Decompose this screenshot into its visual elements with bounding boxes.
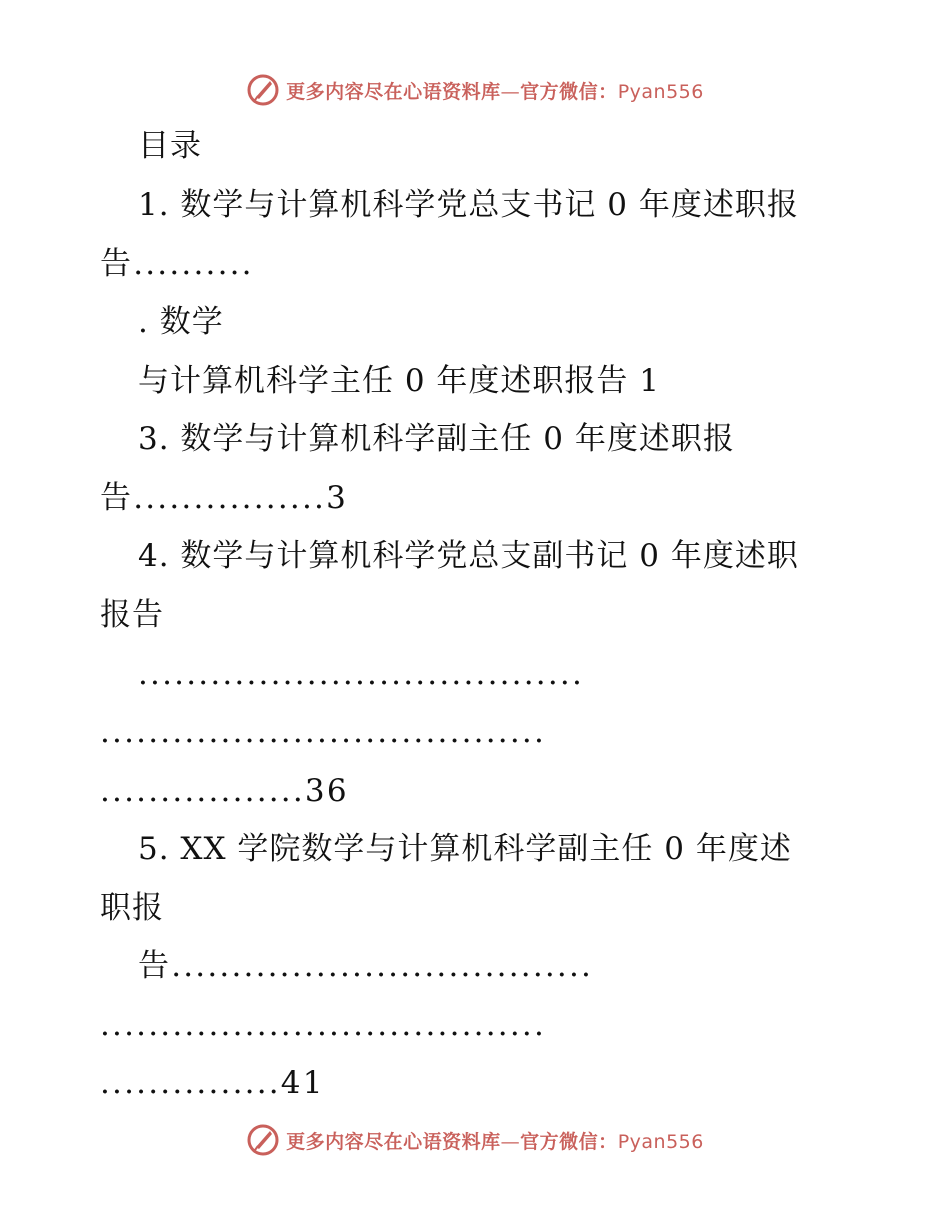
wechat-label: 官方微信： [520, 1130, 618, 1153]
toc-line-2: 告.......... [100, 246, 254, 282]
toc-line-11: .................36 [100, 773, 349, 809]
header-banner [0, 70, 950, 110]
wechat-label: 官方微信： [520, 80, 618, 103]
toc-line-16: ...............41 [100, 1065, 325, 1101]
toc-line-6: 告................3 [100, 480, 348, 516]
banner-separator: — [500, 1130, 521, 1153]
quill-logo-icon [246, 1123, 280, 1157]
toc-line-7: 4. 数学与计算机科学党总支副书记 0 年度述职 [138, 538, 799, 574]
footer-banner [0, 1120, 950, 1160]
toc-line-10: ..................................... [100, 714, 546, 750]
banner-text: 更多内容尽在心语资料库 [286, 80, 501, 103]
banner-separator: — [500, 80, 521, 103]
toc-line-1: 1. 数学与计算机科学党总支书记 0 年度述职报 [138, 187, 799, 223]
toc-line-15: ..................................... [100, 1007, 546, 1043]
banner-text: 更多内容尽在心语资料库 [286, 1130, 501, 1153]
toc-line-13: 职报 [100, 890, 164, 926]
toc-line-14: 告................................... [138, 948, 594, 984]
toc-line-5: 3. 数学与计算机科学副主任 0 年度述职报 [138, 421, 735, 457]
toc-line-8: 报告 [100, 597, 164, 633]
toc-heading: 目录 [138, 128, 202, 164]
toc-line-4: 与计算机科学主任 0 年度述职报告 1 [138, 363, 661, 399]
quill-logo-icon [246, 73, 280, 107]
toc-line-9: ..................................... [138, 656, 584, 692]
toc-line-12: 5. XX 学院数学与计算机科学副主任 0 年度述 [138, 831, 792, 867]
wechat-id: Pyan556 [617, 80, 704, 103]
wechat-id: Pyan556 [617, 1130, 704, 1153]
toc-line-3: . 数学 [138, 304, 224, 340]
